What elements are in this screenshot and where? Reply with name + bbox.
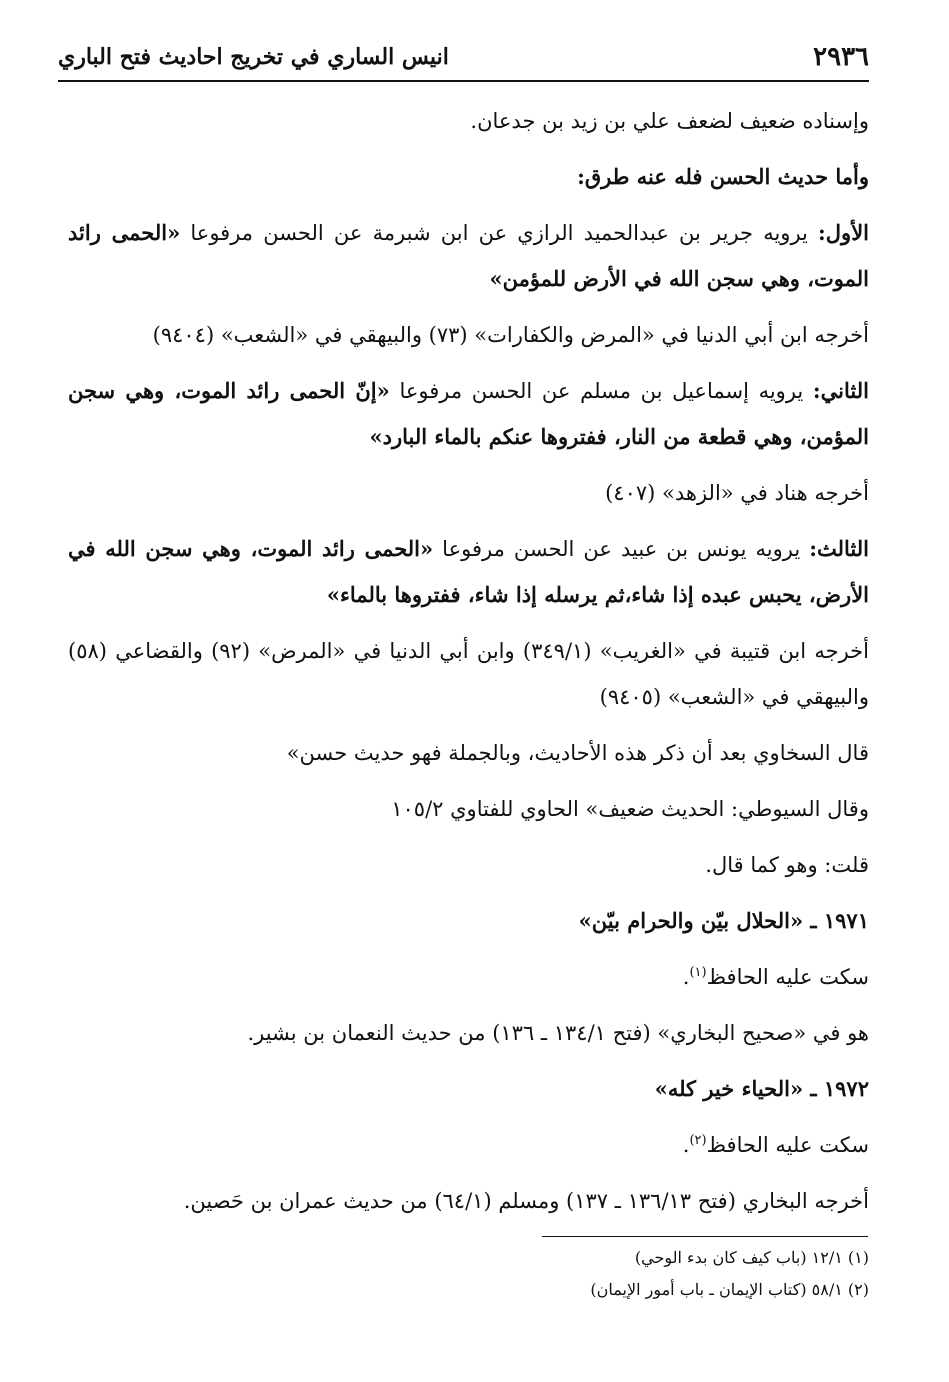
footnote-divider xyxy=(542,1236,868,1237)
footnote-ref[interactable]: (١) xyxy=(689,965,707,980)
paragraph xyxy=(68,526,869,618)
paragraph: وقال السيوطي: الحديث ضعيف» الحاوي للفتاوي ١٠٥/٢ xyxy=(391,797,869,821)
paragraph-label: الثاني: xyxy=(812,378,869,403)
paragraph-label: الأول: xyxy=(818,220,870,245)
paragraph: سكت عليه الحافظ$^{(٢)}$. xyxy=(682,1133,869,1157)
page-number: ٢٩٣٦ xyxy=(813,42,869,72)
paragraph: أخرجه ابن أبي الدنيا في «المرض والكفارات» (٧٣) والبيهقي في «الشعب» (٩٤٠٤) xyxy=(152,323,869,347)
paragraph xyxy=(68,368,869,460)
paragraph: وإسناده ضعيف لضعف علي بن زيد بن جدعان. xyxy=(470,109,869,133)
hadith-quote: «إنّ الحمى رائد الموت، وهي سجن المؤمن، وهي قطعة من النار، ففتروها عنكم بالماء البارد» xyxy=(68,378,869,449)
paragraph-text: يرويه إسماعيل بن مسلم عن الحسن مرفوعا xyxy=(389,379,813,403)
paragraph-text: سكت عليه الحافظ xyxy=(706,1133,869,1157)
page-header xyxy=(58,30,869,82)
paragraph: أخرجه هناد في «الزهد» (٤٠٧) xyxy=(605,481,869,505)
footnote-2: (٢) ٥٨/١ (كتاب الإيمان ـ باب أمور الإيمان) xyxy=(590,1280,869,1299)
paragraph-text: سكت عليه الحافظ xyxy=(706,965,869,989)
paragraph xyxy=(68,210,869,302)
hadith-quote: «الحمى رائد الموت، وهي سجن الله في الأرض، يحبس عبده إذا شاء،ثم يرسله إذا شاء، ففتروها بالماء» xyxy=(68,536,869,607)
footnote-1: (١) ١٢/١ (باب كيف كان بدء الوحي) xyxy=(634,1248,869,1267)
paragraph-text: يرويه جرير بن عبدالحميد الرازي عن ابن شبرمة عن الحسن مرفوعا xyxy=(180,221,819,245)
book-title: انيس الساري في تخريج احاديث فتح الباري xyxy=(58,44,449,70)
page-body xyxy=(68,98,869,1234)
hadith-heading-1971: ١٩٧١ ـ «الحلال بيّن والحرام بيّن» xyxy=(578,908,869,933)
paragraph: وأما حديث الحسن فله عنه طرق: xyxy=(577,164,869,189)
paragraph: أخرجه ابن قتيبة في «الغريب» (٣٤٩/١) وابن أبي الدنيا في «المرض» (٩٢) والقضاعي (٥٨) والبيهقي في «الشعب» (٩٤٠٥) xyxy=(68,639,869,709)
paragraph-text: يرويه يونس بن عبيد عن الحسن مرفوعا xyxy=(433,537,810,561)
paragraph: هو في «صحيح البخاري» (فتح ١٣٤/١ ـ ١٣٦) من حديث النعمان بن بشير. xyxy=(247,1021,869,1045)
paragraph: قال السخاوي بعد أن ذكر هذه الأحاديث، وبالجملة فهو حديث حسن» xyxy=(286,741,869,765)
paragraph: أخرجه البخاري (فتح ١٣٦/١٣ ـ ١٣٧) ومسلم (٦٤/١) من حديث عمران بن حَصين. xyxy=(183,1189,869,1213)
footnote-ref[interactable]: (٢) xyxy=(689,1133,707,1148)
paragraph-label: الثالث: xyxy=(809,536,869,561)
paragraph: سكت عليه الحافظ$^{(١)}$. xyxy=(682,965,869,989)
hadith-quote: «الحمى رائد الموت، وهي سجن الله في الأرض للمؤمن» xyxy=(68,220,869,291)
paragraph: قلت: وهو كما قال. xyxy=(705,853,869,877)
hadith-heading-1972: ١٩٧٢ ـ «الحياء خير كله» xyxy=(654,1076,869,1101)
